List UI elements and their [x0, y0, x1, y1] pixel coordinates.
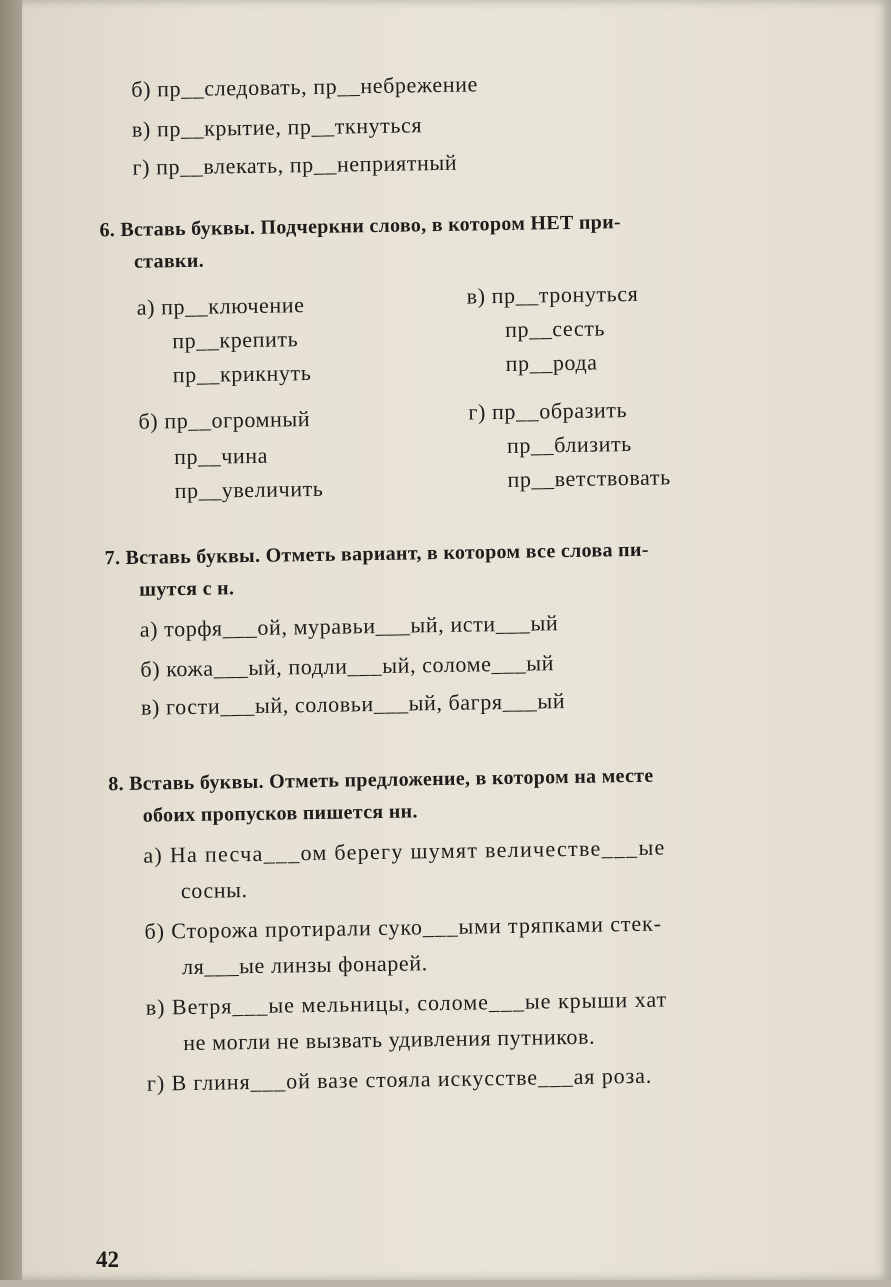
task8-option-b: б) Сторожа протирали суко___ыми тряпками стек-	[144, 910, 663, 944]
task6-v-2: пр__сесть	[504, 315, 606, 342]
task7-option-b: б) кожа___ый, подли___ый, соломе___ый	[140, 650, 555, 682]
task6-b-3: пр__увеличить	[174, 475, 324, 504]
task6-g-1: г) пр__образить	[468, 397, 628, 425]
task6-b-2: пр__чина	[173, 442, 269, 470]
task7-option-v: в) гости___ый, соловьи___ый, багря___ый	[140, 688, 566, 720]
task6-a-3: пр__крикнуть	[172, 360, 312, 388]
task7-option-a: а) торфя___ой, муравьи___ый, исти___ый	[139, 610, 559, 642]
task6-v-1: в) пр__тронуться	[466, 280, 639, 309]
task5-option-b: б) пр__следовать, пр__небрежение	[131, 71, 479, 102]
task6-g-3: пр__ветствовать	[507, 464, 671, 492]
page-content	[12, 0, 891, 1287]
task6-b-1: б) пр__огромный	[138, 406, 311, 434]
book-page	[22, 0, 891, 1280]
task6-v-3: пр__рода	[505, 349, 598, 376]
task5-option-v: в) пр__крытие, пр__ткнуться	[131, 112, 423, 142]
task6-a-1: а) пр__ключение	[136, 292, 305, 320]
task7-heading-line1: 7. Вставь буквы. Отметь вариант, в котором все слова пи-	[104, 538, 649, 570]
task6-g-2: пр__близить	[506, 430, 633, 458]
page-number: 42	[96, 1247, 119, 1272]
task8-option-b-cont: ля___ые линзы фонарей.	[181, 950, 428, 980]
task8-option-v: в) Ветря___ые мельницы, соломе___ые крыши хат	[145, 986, 668, 1020]
task8-option-v-cont: не могли не вызвать удивления путников.	[183, 1023, 596, 1056]
task8-heading-line2: обоих пропусков пишется нн.	[142, 800, 418, 827]
task8-heading-line1: 8. Вставь буквы. Отметь предложение, в котором на месте	[108, 764, 654, 796]
task6-a-2: пр__крепить	[172, 326, 299, 354]
task6-heading-line1: 6. Вставь буквы. Подчеркни слово, в котором НЕТ при-	[99, 211, 622, 242]
task6-heading-line2: ставки.	[133, 249, 205, 273]
task8-option-a-cont: сосны.	[180, 877, 248, 904]
task7-heading-line2: шутся с н.	[139, 577, 235, 601]
task8-option-g: г) В глиня___ой вазе стояла искусстве___ая роза.	[146, 1062, 653, 1096]
task5-option-g: г) пр__влекать, пр__неприятный	[132, 149, 458, 180]
task8-option-a: а) На песча___ом берегу шумят величестве___ые	[143, 834, 666, 868]
